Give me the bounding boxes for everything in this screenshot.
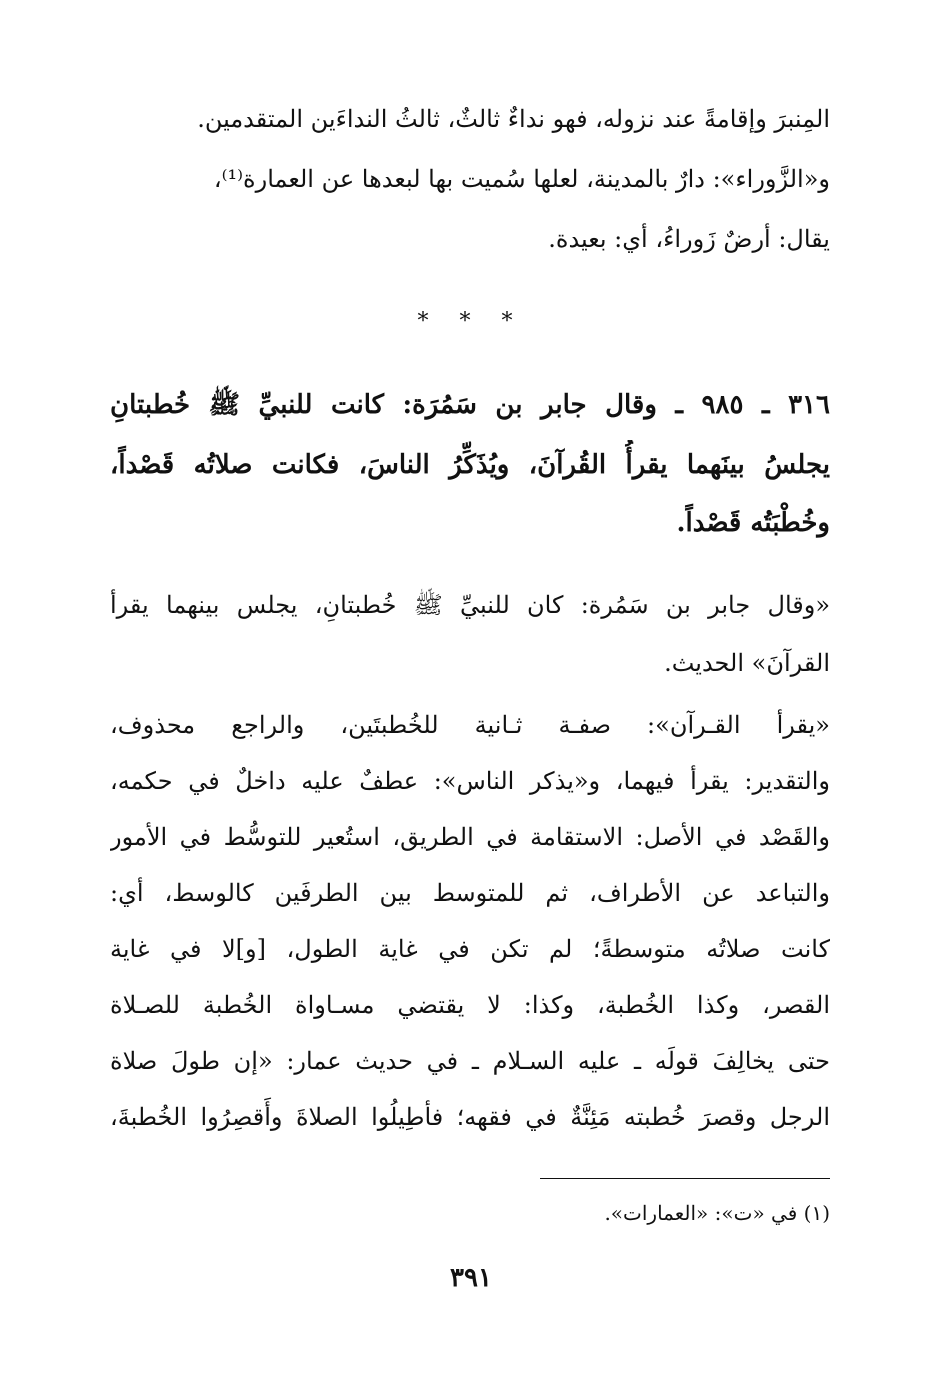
page-number: ٣٩١ <box>450 1263 492 1293</box>
section-separator: * * * <box>417 309 525 334</box>
hadith-line-3: وخُطْبَتُه قَصْداً. <box>676 508 830 538</box>
commentary-quote-line-2: القرآنَ» الحديث. <box>664 649 830 677</box>
hadith-line-2: يجلسُ بينَهما يقرأُ القُرآنَ، ويُذَكِّرُ الناسَ، فكانت صلاتُه قَصْداً، <box>110 450 830 480</box>
hadith-line-1: ٣١٦ ـ ٩٨٥ ـ وقال جابر بن سَمُرَة: كانت للنبيِّ ﷺ خُطبتانِ <box>110 390 830 420</box>
text-line-intro-1: المِنبرَ وإقامةً عند نزوله، فهو نداءٌ ثالثٌ، ثالثُ النداءَين المتقدمين. <box>197 105 830 133</box>
commentary-line-1: «يقرأ القـرآن»: صفـة ثـانية للخُطبتَين، والراجع محذوف، <box>110 711 830 739</box>
text-line-intro-2: و«الزَّوراء»: دارٌ بالمدينة، لعلها سُميت بها لبعدها عن العمارة⁽¹⁾، <box>213 165 830 193</box>
footnote: (١) في «ت»: «العمارات». <box>604 1201 830 1225</box>
commentary-line-6: القصر، وكذا الخُطبة، وكذا: لا يقتضي مسـاواة الخُطبة للصـلاة <box>110 991 830 1019</box>
commentary-line-2: والتقدير: يقرأ فيهما، و«يذكر الناس»: عطفٌ عليه داخلٌ في حكمه، <box>110 767 830 795</box>
text-line-intro-3: يقال: أرضٌ زَوراءُ، أي: بعيدة. <box>548 225 830 253</box>
commentary-line-3: والقَصْد في الأصل: الاستقامة في الطريق، استُعير للتوسُّط في الأمور <box>110 823 830 851</box>
commentary-line-4: والتباعد عن الأطراف، ثم للمتوسط بين الطرفَين كالوسط، أي: <box>110 879 830 907</box>
footnote-divider <box>540 1178 830 1179</box>
commentary-line-5: كانت صلاتُه متوسطةً؛ لم تكن في غاية الطول، [و]لا في غاية <box>110 935 830 963</box>
commentary-quote-line-1: «وقال جابر بن سَمُرة: كان للنبيِّ ﷺ خُطبتانِ، يجلس بينهما يقرأ <box>110 591 830 619</box>
commentary-line-7: حتى يخالِفَ قولَه ـ عليه السـلام ـ في حديث عمار: «إن طولَ صلاة <box>110 1047 830 1075</box>
commentary-line-8: الرجل وقصرَ خُطبته مَئِنَّةٌ في فقهه؛ فأطِيلُوا الصلاةَ وأَقصِرُوا الخُطبةَ، <box>110 1103 830 1131</box>
